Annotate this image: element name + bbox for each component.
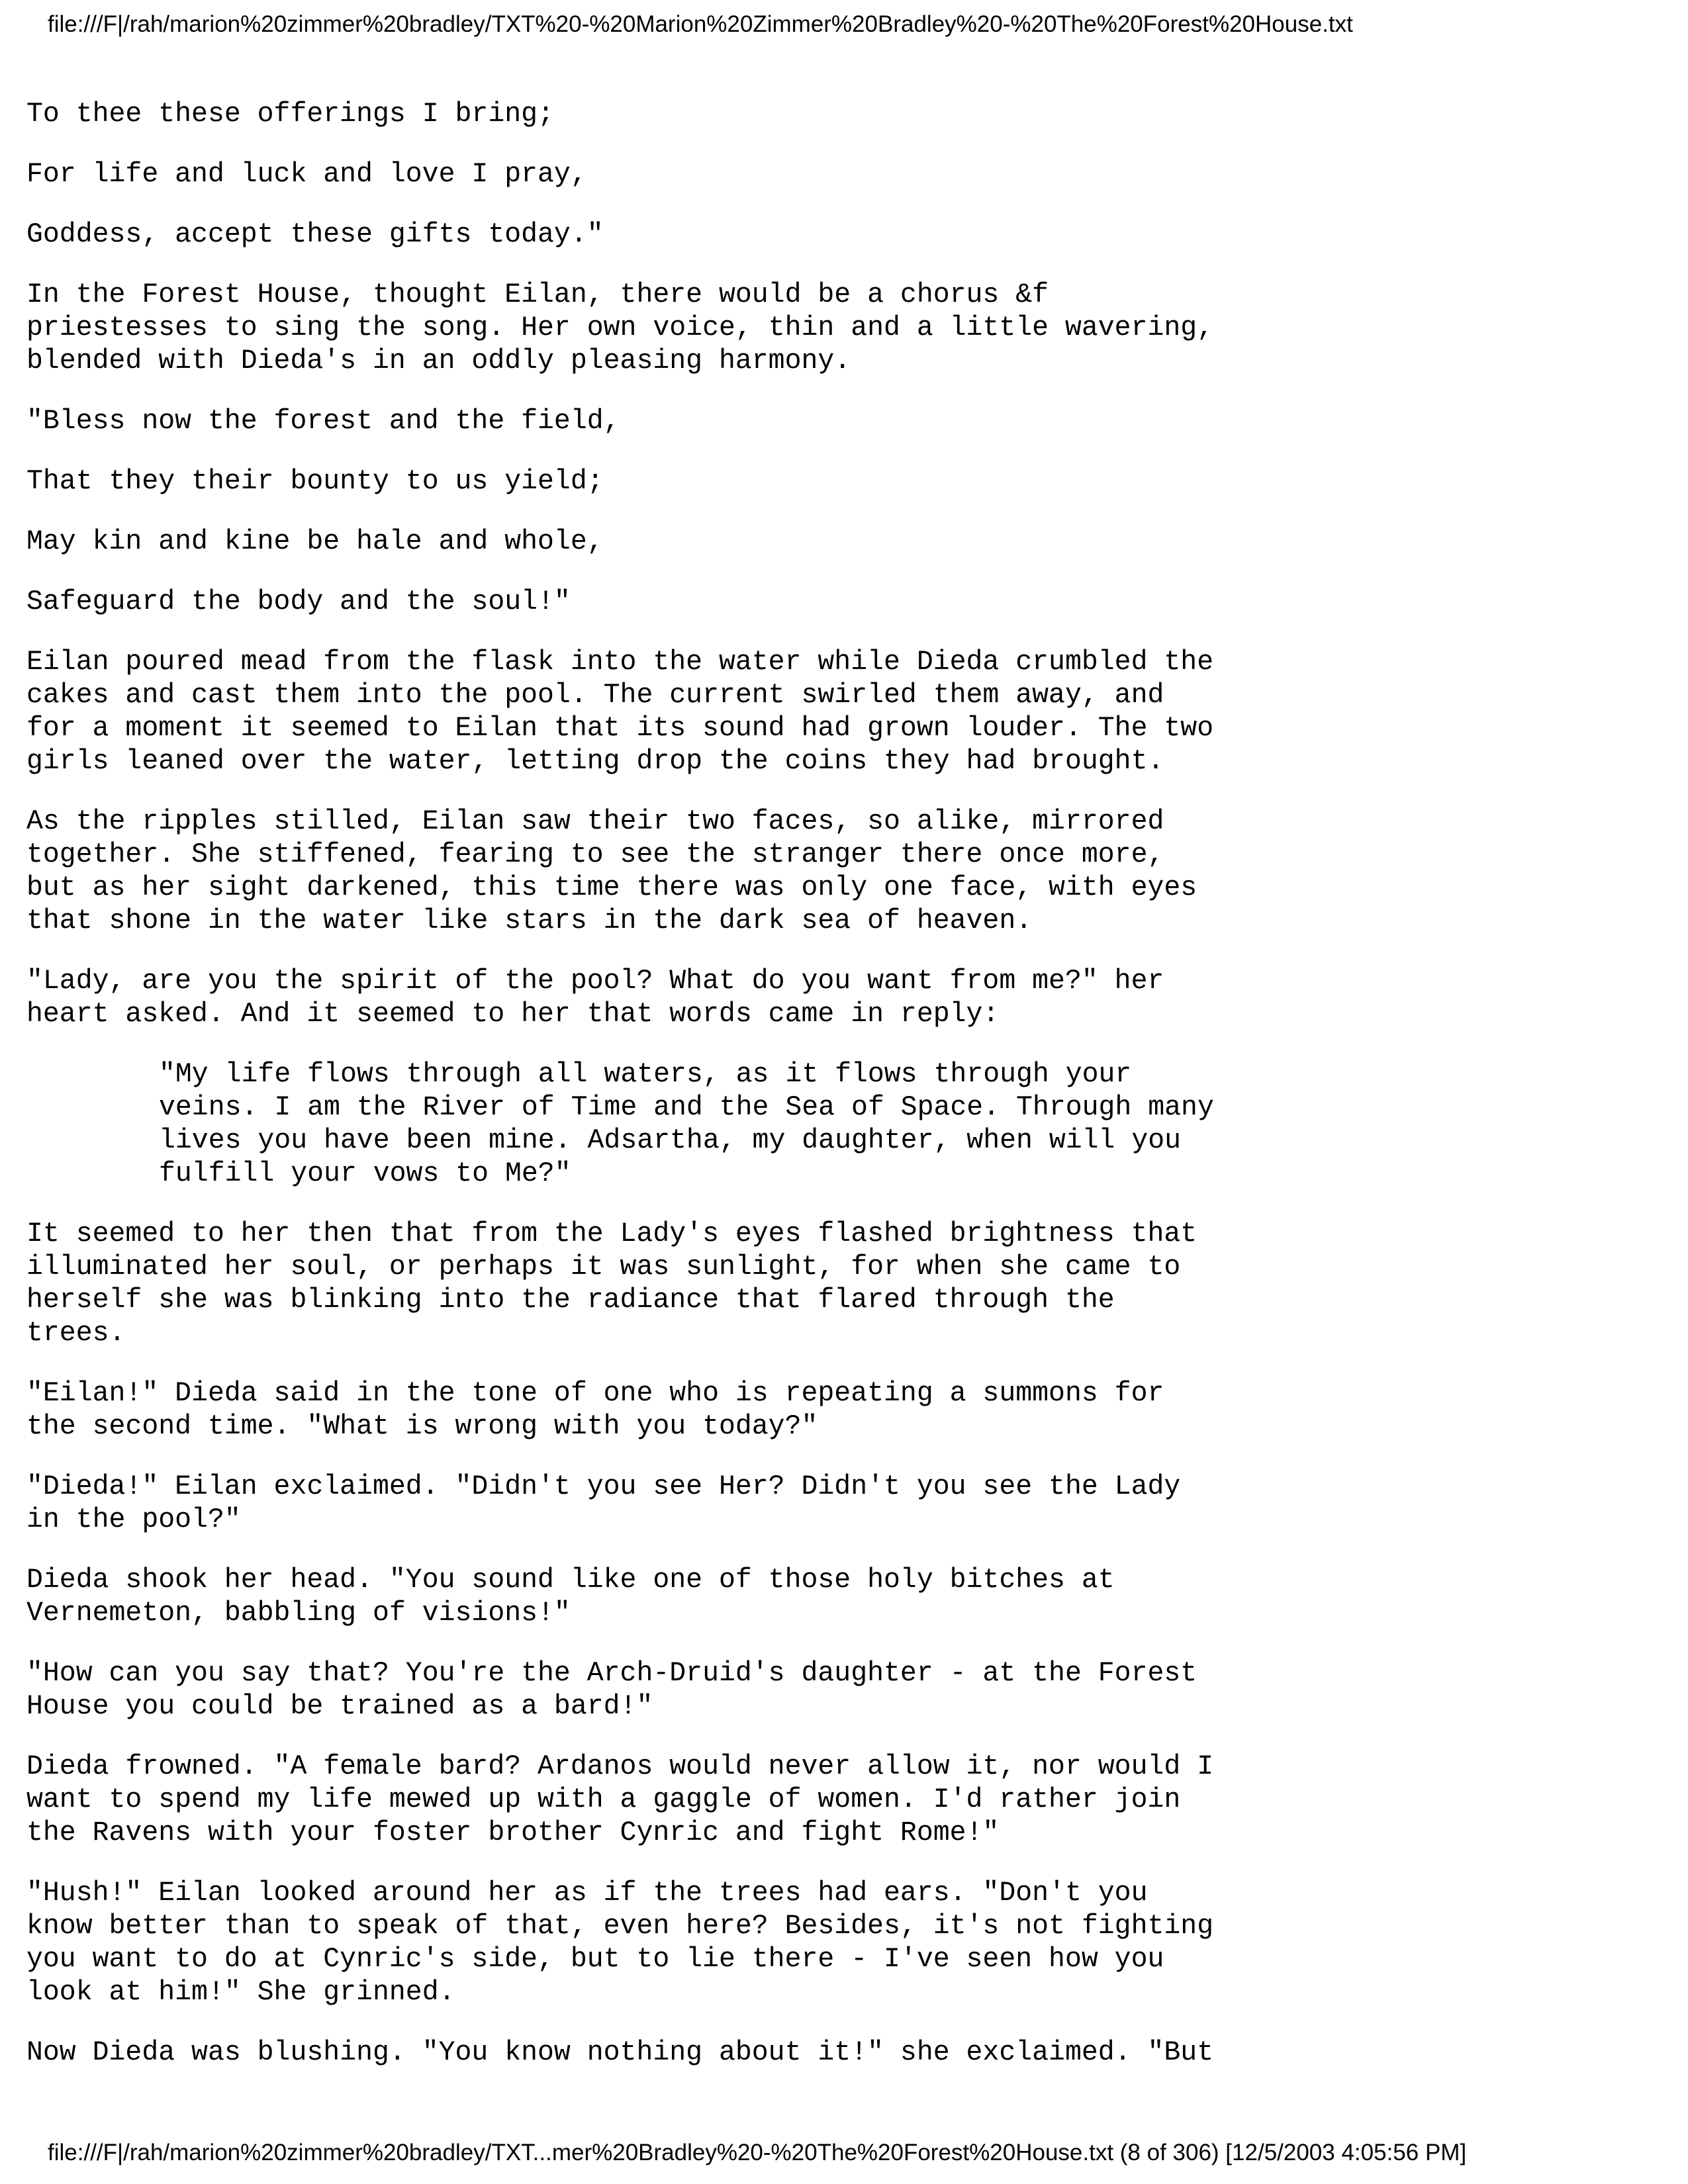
indented-quote: "My life flows through all waters, as it flows through your veins. I am the River of Time and the Sea of Space. Through many lives you have been mine. Adsartha, my daughter, when will you fulfill your vows to Me?" xyxy=(159,1059,1214,1189)
paragraph: May kin and kine be hale and whole, xyxy=(26,526,604,557)
header-file-path: file:///F|/rah/marion%20zimmer%20bradley/TXT%20-%20Marion%20Zimmer%20Bradley%20-%20The%20Forest%20House.txt xyxy=(48,11,1353,37)
paragraph: Safeguard the body and the soul!" xyxy=(26,586,571,617)
paragraph: In the Forest House, thought Eilan, there would be a chorus &f priestesses to sing the song. Her own voice, thin and a little wavering, blended with Dieda's in an oddly pleasing harmony. xyxy=(26,279,1214,377)
paragraph: "Hush!" Eilan looked around her as if the trees had ears. "Don't you know better than to speak of that, even here? Besides, it's not fighting you want to do at Cynric's side, but to lie there - I've seen how you look at him!" She grinned. xyxy=(26,1878,1214,2008)
paragraph: Eilan poured mead from the flask into the water while Dieda crumbled the cakes and cast them into the pool. The current swirled them away, and for a moment it seemed to Eilan that its sound had grown louder. The two girls leaned over the water, letting drop the coins they had brought. xyxy=(26,647,1214,777)
paragraph: "Bless now the forest and the field, xyxy=(26,406,620,437)
footer-file-path: file:///F|/rah/marion%20zimmer%20bradley/TXT...mer%20Bradley%20-%20The%20Forest%20House.txt (8 of 306) [12/5/2003 4:05:56 PM] xyxy=(48,2140,1467,2165)
paragraph: "How can you say that? You're the Arch-Druid's daughter - at the Forest House you could be trained as a bard!" xyxy=(26,1658,1197,1722)
paragraph: Now Dieda was blushing. "You know nothing about it!" she exclaimed. "But xyxy=(26,2037,1214,2068)
paragraph: Dieda shook her head. "You sound like one of those holy bitches at Vernemeton, babbling of visions!" xyxy=(26,1565,1115,1629)
paragraph: Dieda frowned. "A female bard? Ardanos would never allow it, nor would I want to spend my life mewed up with a gaggle of women. I'd rather join the Ravens with your foster brother Cynric and fight Rome!" xyxy=(26,1751,1214,1848)
paragraph: Goddess, accept these gifts today." xyxy=(26,219,604,250)
paragraph: "Eilan!" Dieda said in the tone of one who is repeating a summons for the second time. "What is wrong with you today?" xyxy=(26,1378,1164,1442)
paragraph: It seemed to her then that from the Lady's eyes flashed brightness that illuminated her soul, or perhaps it was sunlight, for when she came to herself she was blinking into the radiance that flared through the trees. xyxy=(26,1218,1197,1349)
paragraph: To thee these offerings I bring; xyxy=(26,99,554,130)
paragraph: For life and luck and love I pray, xyxy=(26,159,587,190)
paragraph: "Dieda!" Eilan exclaimed. "Didn't you see Her? Didn't you see the Lady in the pool?" xyxy=(26,1471,1181,1535)
document-body xyxy=(26,98,1668,2097)
paragraph: That they their bounty to us yield; xyxy=(26,466,604,497)
paragraph: As the ripples stilled, Eilan saw their two faces, so alike, mirrored together. She stiffened, fearing to see the stranger there once more, but as her sight darkened, this time there was only one face, with eyes that shone in the water like stars in the dark sea of heaven. xyxy=(26,806,1197,936)
paragraph: "Lady, are you the spirit of the pool? What do you want from me?" her heart asked. And it seemed to her that words came in reply: xyxy=(26,966,1164,1030)
